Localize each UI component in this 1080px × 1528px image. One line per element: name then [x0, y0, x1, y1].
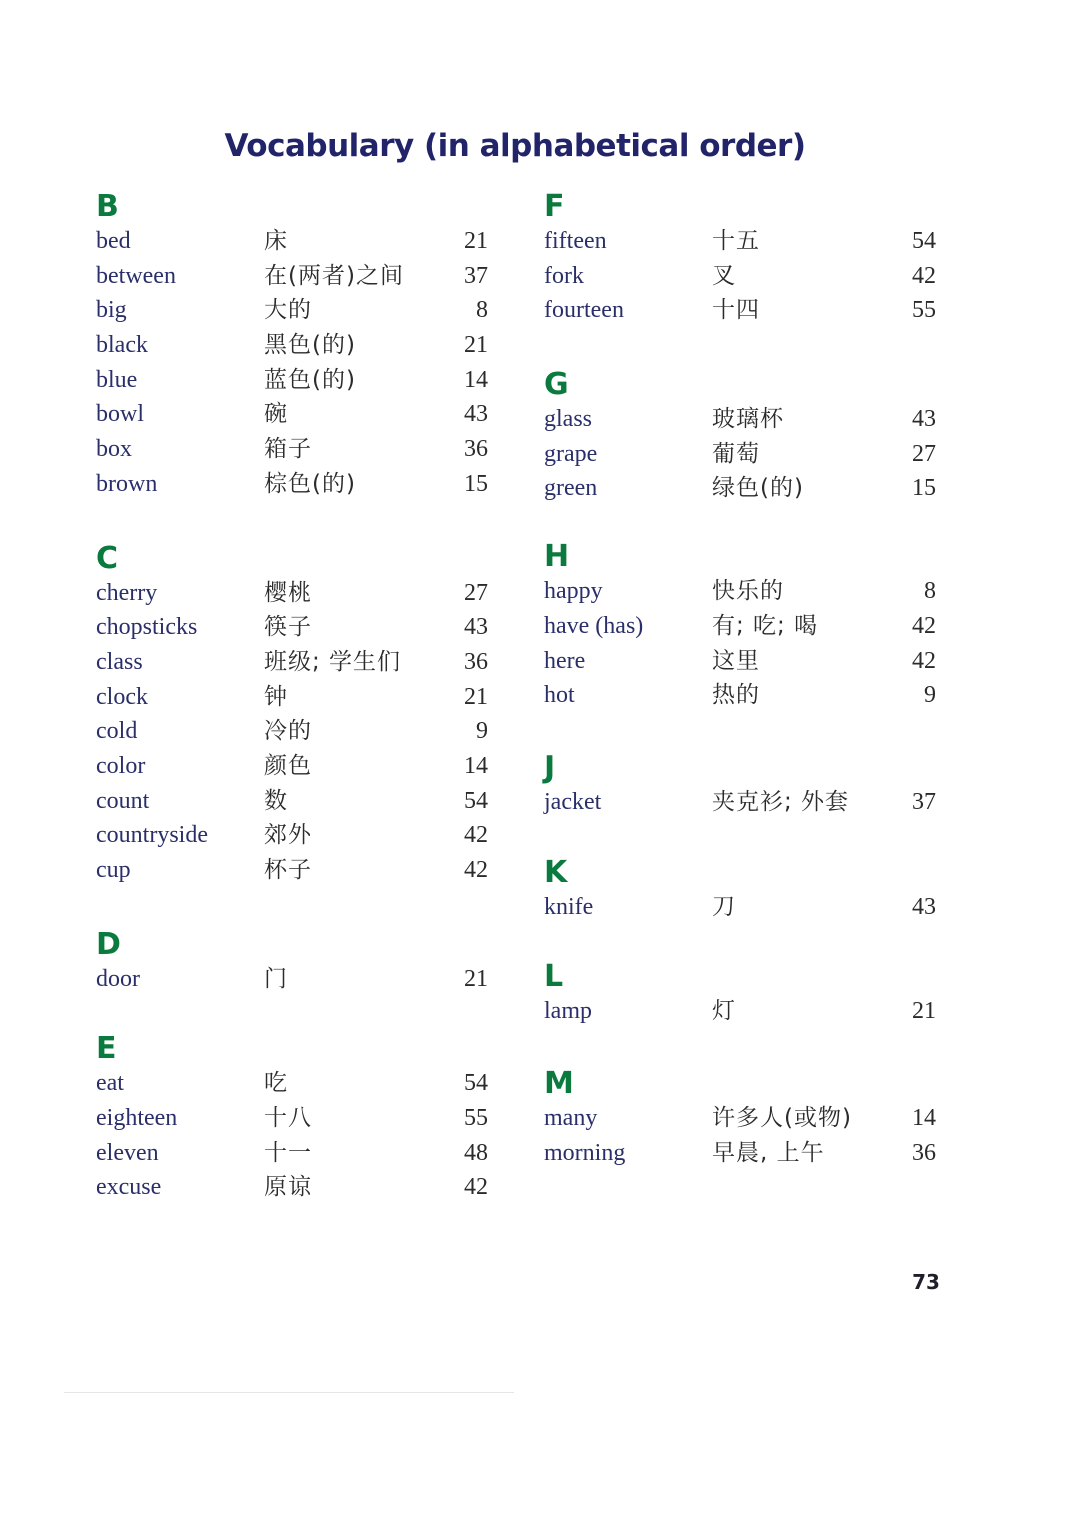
vocab-word: lamp	[544, 998, 592, 1025]
vocab-page-ref: 43	[912, 406, 936, 433]
section-b	[96, 190, 496, 502]
section-letter: G	[544, 367, 569, 403]
section-letter: K	[544, 854, 568, 890]
vocab-entry	[544, 402, 944, 437]
vocab-page-ref: 9	[476, 718, 488, 745]
page-title: Vocabulary (in alphabetical order)	[224, 128, 806, 164]
vocab-entry	[544, 259, 944, 294]
vocab-translation: 十一	[264, 1139, 312, 1166]
vocab-page-ref: 27	[912, 440, 936, 467]
section-letter: L	[544, 959, 564, 995]
vocab-translation: 蓝色(的)	[264, 366, 356, 393]
vocab-word: here	[544, 647, 586, 674]
section-c	[96, 542, 496, 888]
vocab-word: cherry	[96, 579, 158, 606]
vocab-page-ref: 37	[464, 262, 488, 289]
vocab-word: eleven	[96, 1139, 159, 1166]
vocab-translation: 这里	[712, 647, 760, 674]
vocab-entry	[96, 1136, 496, 1171]
vocab-page-ref: 42	[912, 262, 936, 289]
vocab-translation: 樱桃	[264, 579, 312, 606]
vocab-translation: 黑色(的)	[264, 332, 356, 359]
vocab-translation: 绿色(的)	[712, 475, 804, 502]
vocab-page-ref: 43	[464, 401, 488, 428]
section-j	[544, 751, 944, 820]
vocab-translation: 班级; 学生们	[264, 648, 402, 675]
vocab-translation: 在(两者)之间	[264, 262, 404, 289]
vocab-page-ref: 48	[464, 1139, 488, 1166]
vocab-entry	[96, 224, 496, 259]
vocab-translation: 吃	[264, 1070, 288, 1097]
vocab-word: color	[96, 752, 146, 779]
section-letter: C	[96, 540, 119, 576]
section-k	[544, 856, 944, 925]
vocab-page-ref: 27	[464, 579, 488, 606]
vocab-entry	[96, 259, 496, 294]
vocab-entry	[544, 293, 944, 328]
vocab-word: cold	[96, 718, 138, 745]
vocab-word: between	[96, 262, 176, 289]
section-g	[544, 368, 944, 506]
vocab-word: clock	[96, 683, 148, 710]
section-l	[544, 960, 944, 1029]
vocab-entry	[544, 1136, 944, 1171]
vocab-page-ref: 21	[464, 683, 488, 710]
vocab-word: fifteen	[544, 228, 607, 254]
vocab-word: eat	[96, 1070, 124, 1097]
vocab-translation: 杯子	[264, 857, 312, 883]
vocab-page-ref: 42	[912, 612, 936, 639]
vocab-translation: 玻璃杯	[712, 406, 784, 433]
vocab-entry	[96, 610, 496, 645]
vocab-translation: 早晨, 上午	[712, 1139, 825, 1166]
vocab-translation: 有; 吃; 喝	[712, 612, 819, 639]
vocab-word: fork	[544, 262, 584, 289]
vocab-translation: 夹克衫; 外套	[712, 788, 850, 815]
vocab-entry	[96, 962, 496, 997]
vocab-word: class	[96, 648, 143, 675]
vocab-word: countryside	[96, 822, 208, 849]
vocab-word: bed	[96, 228, 131, 254]
vocab-word: big	[96, 297, 127, 324]
vocab-word: cup	[96, 857, 131, 883]
vocab-translation: 冷的	[264, 718, 312, 745]
vocab-translation: 郊外	[264, 822, 312, 849]
section-h	[544, 540, 944, 713]
vocab-word: black	[96, 332, 148, 359]
vocab-entry	[544, 890, 944, 925]
vocab-page-ref: 42	[464, 857, 488, 883]
vocab-entry	[544, 224, 944, 259]
section-m	[544, 1067, 944, 1170]
section-letter: D	[96, 926, 121, 962]
vocab-page-ref: 15	[912, 475, 936, 502]
vocab-word: hot	[544, 682, 575, 709]
vocab-word: glass	[544, 406, 592, 433]
vocab-word: morning	[544, 1139, 626, 1166]
section-f	[544, 190, 944, 328]
vocab-translation: 热的	[712, 682, 760, 709]
vocab-page-ref: 55	[912, 297, 936, 324]
vocab-word: jacket	[544, 788, 602, 815]
vocab-page-ref: 43	[912, 893, 936, 920]
vocab-translation: 许多人(或物)	[712, 1104, 852, 1131]
vocab-entry	[96, 749, 496, 784]
vocab-page-ref: 14	[464, 366, 488, 393]
vocab-word: green	[544, 475, 598, 502]
vocab-page-ref: 54	[464, 787, 488, 814]
vocab-page-ref: 21	[464, 965, 488, 992]
vocab-page-ref: 54	[912, 228, 936, 254]
vocab-page-ref: 42	[464, 1174, 488, 1201]
vocab-translation: 颜色	[264, 752, 312, 779]
vocab-word: blue	[96, 366, 138, 393]
vocab-entry	[544, 437, 944, 472]
vocab-entry	[96, 645, 496, 680]
vocab-word: happy	[544, 578, 603, 605]
section-letter: H	[544, 539, 570, 575]
vocab-page-ref: 14	[464, 752, 488, 779]
vocab-translation: 碗	[264, 401, 288, 428]
section-d	[96, 928, 496, 997]
vocab-page-ref: 37	[912, 788, 936, 815]
vocab-page-ref: 54	[464, 1070, 488, 1097]
section-letter: B	[96, 189, 119, 224]
left-column	[96, 190, 496, 1205]
vocab-translation: 十四	[712, 297, 760, 324]
vocab-page-ref: 36	[464, 648, 488, 675]
page-number: 73	[912, 1270, 940, 1294]
vocab-page-ref: 9	[924, 682, 936, 709]
vocab-entry	[96, 714, 496, 749]
vocab-entry	[96, 818, 496, 853]
vocab-word: box	[96, 436, 132, 463]
vocab-word: fourteen	[544, 297, 624, 324]
vocab-entry	[544, 471, 944, 506]
vocab-translation: 十五	[712, 228, 760, 254]
vocab-word: chopsticks	[96, 614, 198, 641]
vocab-translation: 筷子	[264, 614, 312, 641]
vocab-translation: 叉	[712, 262, 736, 289]
vocab-entry	[96, 467, 496, 502]
vocab-page-ref: 36	[464, 436, 488, 463]
vocab-translation: 刀	[712, 893, 736, 920]
vocab-entry	[96, 576, 496, 611]
vocab-entry	[544, 785, 944, 820]
vocab-word: door	[96, 965, 140, 992]
vocab-page-ref: 8	[924, 578, 936, 605]
vocab-word: brown	[96, 470, 158, 497]
vocab-page-ref: 21	[912, 998, 936, 1025]
vocab-translation: 大的	[264, 297, 312, 324]
right-column	[544, 190, 944, 1170]
vocab-page-ref: 36	[912, 1139, 936, 1166]
vocab-word: bowl	[96, 401, 144, 428]
vocab-translation: 葡萄	[712, 440, 760, 467]
vocab-word: excuse	[96, 1174, 162, 1201]
vocab-page-ref: 42	[464, 822, 488, 849]
vocab-entry	[544, 994, 944, 1029]
vocab-word: have (has)	[544, 612, 644, 639]
vocab-entry	[96, 363, 496, 398]
vocab-entry	[544, 644, 944, 679]
section-letter: E	[96, 1031, 117, 1067]
vocab-page-ref: 14	[912, 1104, 936, 1131]
vocab-entry	[96, 784, 496, 819]
vocab-page-ref: 55	[464, 1105, 488, 1132]
vocab-translation: 快乐的	[712, 578, 784, 605]
vocab-page-ref: 8	[476, 297, 488, 324]
vocab-entry	[544, 609, 944, 644]
vocab-word: knife	[544, 893, 594, 920]
vocab-page-ref: 15	[464, 470, 488, 497]
vocab-entry	[544, 574, 944, 609]
vocab-entry	[544, 678, 944, 713]
vocab-entry	[96, 680, 496, 715]
vocab-translation: 数	[264, 787, 288, 814]
vocab-translation: 钟	[264, 683, 288, 710]
vocab-translation: 门	[264, 965, 288, 992]
vocab-entry	[96, 1170, 496, 1205]
vocab-page-ref: 21	[464, 228, 488, 254]
vocab-entry	[544, 1101, 944, 1136]
vocab-entry	[96, 293, 496, 328]
footer-rule	[64, 1392, 514, 1393]
vocab-entry	[96, 1066, 496, 1101]
vocab-word: grape	[544, 440, 598, 467]
vocab-entry	[96, 432, 496, 467]
vocab-translation: 棕色(的)	[264, 470, 356, 497]
vocab-entry	[96, 853, 496, 888]
vocab-translation: 原谅	[264, 1174, 312, 1201]
section-e	[96, 1032, 496, 1205]
vocab-word: eighteen	[96, 1105, 178, 1132]
vocab-page-ref: 42	[912, 647, 936, 674]
vocab-word: many	[544, 1104, 598, 1131]
section-letter: M	[544, 1065, 574, 1101]
vocab-page-ref: 21	[464, 332, 488, 359]
vocab-translation: 床	[264, 228, 288, 254]
vocab-page-ref: 43	[464, 614, 488, 641]
vocab-entry	[96, 1101, 496, 1136]
vocab-entry	[96, 397, 496, 432]
vocab-translation: 箱子	[264, 436, 312, 463]
section-letter: F	[544, 189, 565, 224]
vocab-entry	[96, 328, 496, 363]
vocab-translation: 灯	[712, 998, 736, 1025]
section-letter: J	[544, 749, 556, 785]
vocab-translation: 十八	[264, 1105, 312, 1132]
vocab-word: count	[96, 787, 150, 814]
